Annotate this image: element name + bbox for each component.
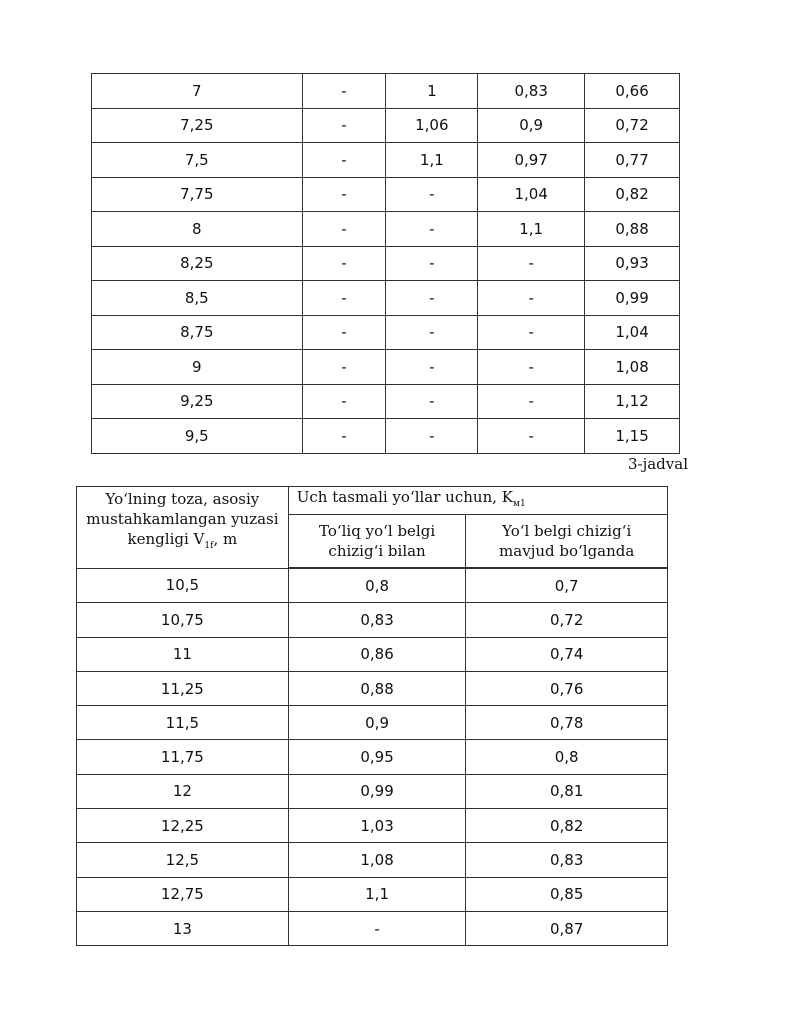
table-cell: - <box>302 419 386 454</box>
table-cell: 8,25 <box>92 246 303 281</box>
table-cell: 0,86 <box>288 637 466 671</box>
table-cell: - <box>386 212 478 247</box>
table-row <box>92 350 680 385</box>
table-cell: 0,8 <box>466 740 668 774</box>
table-cell: - <box>302 212 386 247</box>
table-cell: - <box>386 246 478 281</box>
table-cell: 13 <box>77 911 289 945</box>
table-cell: - <box>302 315 386 350</box>
table-cell: 0,82 <box>585 177 680 212</box>
header-marking-present <box>466 515 668 569</box>
table-cell: 0,74 <box>466 637 668 671</box>
table-cell: 0,88 <box>585 212 680 247</box>
table-cell: 0,77 <box>585 143 680 178</box>
table-cell: - <box>302 143 386 178</box>
header-text: Uch tasmali yo‘llar uchun, K <box>296 488 513 506</box>
table-cell: 1,08 <box>585 350 680 385</box>
table-cell: 11,75 <box>77 740 289 774</box>
table-row <box>92 281 680 316</box>
table-cell: 0,83 <box>288 603 466 637</box>
table-cell: 12,25 <box>77 809 289 843</box>
table-row <box>77 911 668 945</box>
table-cell: 0,99 <box>585 281 680 316</box>
table-row <box>92 74 680 109</box>
table-cell: - <box>302 246 386 281</box>
table-cell: 10,75 <box>77 603 289 637</box>
coefficient-table-3 <box>76 486 668 946</box>
table-cell: 1,1 <box>288 877 466 911</box>
table-row <box>77 774 668 808</box>
header-text: Yo‘lning toza, asosiy <box>105 490 260 508</box>
table-row <box>77 809 668 843</box>
table-row <box>77 877 668 911</box>
table-cell: 1,03 <box>288 809 466 843</box>
table-cell: - <box>478 315 585 350</box>
table-cell: 0,88 <box>288 671 466 705</box>
table-row <box>77 568 668 603</box>
table-row <box>77 740 668 774</box>
table-cell: 0,82 <box>466 809 668 843</box>
table-cell: 12,5 <box>77 843 289 877</box>
table-cell: 1,12 <box>585 384 680 419</box>
table-cell: - <box>386 384 478 419</box>
header-text: mustahkamlangan yuzasi <box>86 510 279 528</box>
table-cell: - <box>478 281 585 316</box>
header-text: chizig‘i bilan <box>328 542 426 560</box>
table-cell: 7,25 <box>92 108 303 143</box>
table-cell: 0,72 <box>466 603 668 637</box>
table-cell: 1,08 <box>288 843 466 877</box>
table-cell: 0,7 <box>466 568 668 603</box>
header-text: kengligi V <box>127 530 205 548</box>
coefficient-table-continued <box>91 73 680 454</box>
header-text: To‘liq yo‘l belgi <box>319 522 436 540</box>
table-cell: 11,5 <box>77 706 289 740</box>
table-cell: - <box>386 177 478 212</box>
table-header <box>77 487 668 569</box>
table-cell: 0,85 <box>466 877 668 911</box>
table-cell: 0,66 <box>585 74 680 109</box>
table-cell: 11,25 <box>77 671 289 705</box>
table-row <box>77 637 668 671</box>
header-text: mavjud bo‘lganda <box>499 542 635 560</box>
header-road-width <box>77 487 289 569</box>
table-cell: 7,5 <box>92 143 303 178</box>
table-cell: - <box>386 281 478 316</box>
table-cell: 1,04 <box>585 315 680 350</box>
table-cell: 0,93 <box>585 246 680 281</box>
table-cell: 0,83 <box>478 74 585 109</box>
table-cell: 1,04 <box>478 177 585 212</box>
table-cell: 7 <box>92 74 303 109</box>
table-cell: - <box>302 74 386 109</box>
table-cell: 8 <box>92 212 303 247</box>
header-subscript: 1f <box>204 541 214 551</box>
table-cell: 0,81 <box>466 774 668 808</box>
table-cell: 0,9 <box>288 706 466 740</box>
table-row <box>77 706 668 740</box>
table-cell: 12,75 <box>77 877 289 911</box>
table-cell: - <box>302 350 386 385</box>
table-cell: 0,95 <box>288 740 466 774</box>
header-three-lane-group <box>288 487 667 515</box>
table-body <box>77 568 668 946</box>
table-cell: 0,76 <box>466 671 668 705</box>
table-cell: - <box>302 177 386 212</box>
table-cell: 9 <box>92 350 303 385</box>
table-row <box>92 177 680 212</box>
table-row <box>92 384 680 419</box>
table-cell: - <box>478 350 585 385</box>
table-cell: 0,97 <box>478 143 585 178</box>
table-cell: 1,06 <box>386 108 478 143</box>
table-cell: 1,15 <box>585 419 680 454</box>
table-cell: 11 <box>77 637 289 671</box>
table-cell: - <box>302 384 386 419</box>
table-row <box>92 212 680 247</box>
table-caption: 3-jadval <box>627 455 688 473</box>
header-full-marking <box>288 515 466 569</box>
table-cell: 0,8 <box>288 568 466 603</box>
table-cell: - <box>302 108 386 143</box>
table-row <box>92 315 680 350</box>
table-cell: 12 <box>77 774 289 808</box>
table-cell: 0,87 <box>466 911 668 945</box>
table-cell: 0,99 <box>288 774 466 808</box>
table-cell: - <box>386 350 478 385</box>
table-cell: 8,75 <box>92 315 303 350</box>
table-cell: 0,83 <box>466 843 668 877</box>
table-cell: - <box>288 911 466 945</box>
table-cell: - <box>478 246 585 281</box>
table-row <box>92 108 680 143</box>
table-row <box>77 603 668 637</box>
table-cell: 1,1 <box>478 212 585 247</box>
table-row <box>92 419 680 454</box>
table-cell: 1,1 <box>386 143 478 178</box>
table-cell: 0,72 <box>585 108 680 143</box>
table-row <box>92 143 680 178</box>
table-row <box>77 671 668 705</box>
table-cell: 7,75 <box>92 177 303 212</box>
table-cell: - <box>478 419 585 454</box>
table-cell: - <box>478 384 585 419</box>
header-text: Yo‘l belgi chizig‘i <box>502 522 632 540</box>
table-cell: - <box>386 419 478 454</box>
header-text: , m <box>213 530 238 548</box>
table-row <box>77 843 668 877</box>
table-body <box>92 74 680 454</box>
table-cell: 9,5 <box>92 419 303 454</box>
table-cell: 0,9 <box>478 108 585 143</box>
table-cell: 8,5 <box>92 281 303 316</box>
table-cell: 0,78 <box>466 706 668 740</box>
table-row <box>92 246 680 281</box>
header-subscript: м1 <box>512 499 526 509</box>
table-cell: - <box>386 315 478 350</box>
table-cell: 1 <box>386 74 478 109</box>
table-cell: 9,25 <box>92 384 303 419</box>
table-cell: 10,5 <box>77 568 289 603</box>
table-cell: - <box>302 281 386 316</box>
